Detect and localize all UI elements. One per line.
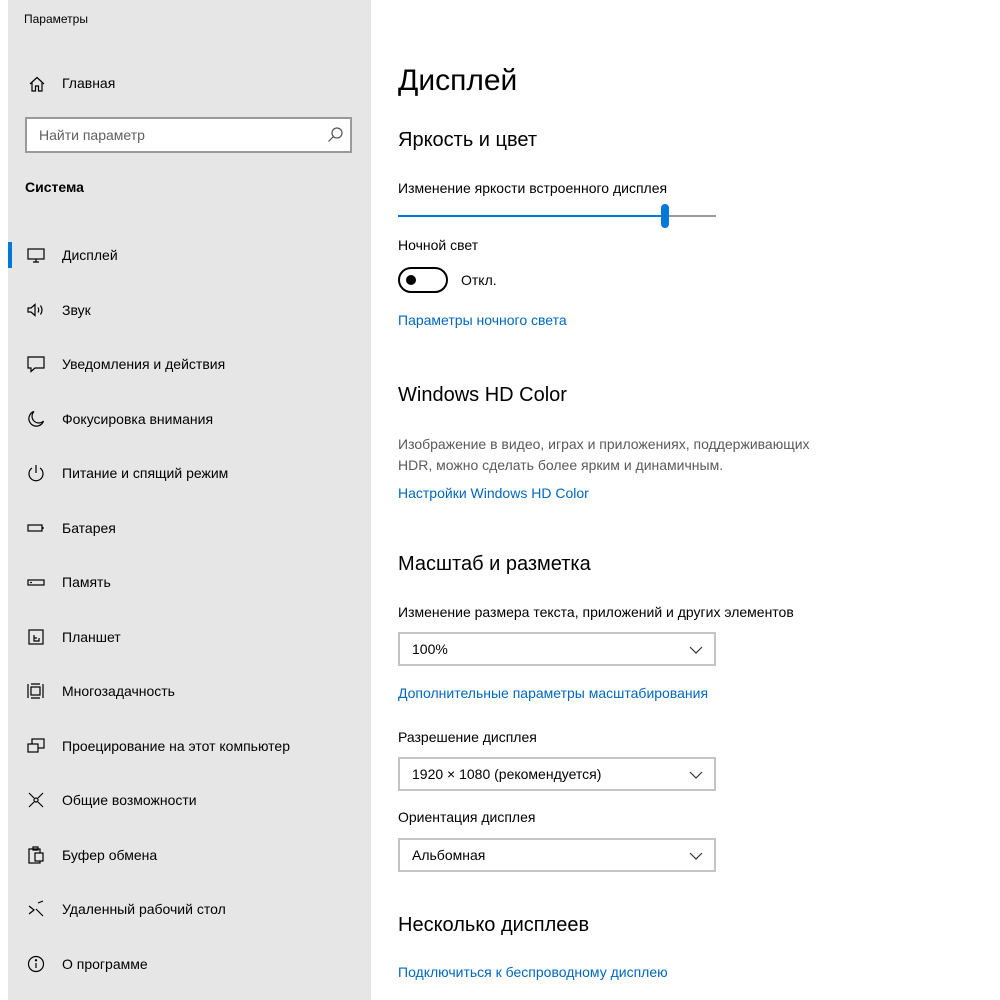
hd-color-heading: Windows HD Color (398, 384, 567, 406)
orientation-select[interactable] (398, 838, 716, 872)
projecting-icon (26, 736, 46, 756)
sidebar-item-sound[interactable] (8, 283, 371, 338)
section-label-system: Система (25, 179, 84, 195)
resolution-value: 1920 × 1080 (рекомендуется) (412, 766, 602, 782)
sidebar-item-label: Питание и спящий режим (62, 465, 229, 481)
sidebar-item-shared-experiences[interactable] (8, 773, 371, 828)
hd-color-description-line1: Изображение в видео, играх и приложениях, поддерживающих (398, 436, 810, 452)
speaker-icon (26, 300, 46, 320)
sidebar-item-label: Память (62, 574, 111, 590)
sidebar (8, 0, 371, 1000)
search-input[interactable] (27, 119, 317, 151)
sidebar-home-label: Главная (62, 75, 116, 91)
sidebar-item-about[interactable] (8, 937, 371, 992)
advanced-scaling-link[interactable]: Дополнительные параметры масштабирования (398, 685, 709, 701)
night-light-settings-link[interactable]: Параметры ночного света (398, 312, 567, 328)
sidebar-item-label: Планшет (62, 628, 121, 645)
chevron-down-icon (688, 848, 704, 864)
brightness-slider[interactable] (398, 203, 716, 229)
night-light-state: Откл. (461, 272, 497, 288)
hd-color-description-line2: HDR, можно сделать более ярким и динамичным. (398, 457, 724, 473)
storage-icon (26, 572, 46, 592)
sidebar-item-label: Проецирование на этот компьютер (62, 737, 290, 754)
multiple-displays-heading: Несколько дисплеев (398, 914, 590, 936)
sidebar-item-label: Дисплей (62, 247, 118, 263)
main-content (371, 0, 1000, 1000)
scale-size-select[interactable] (398, 632, 716, 666)
sidebar-item-tablet[interactable] (8, 610, 371, 665)
sidebar-item-label: Батарея (62, 519, 116, 536)
sidebar-item-clipboard[interactable] (8, 828, 371, 883)
hd-color-description (398, 434, 878, 476)
sidebar-item-focus-assist[interactable] (8, 392, 371, 447)
scale-heading: Масштаб и разметка (398, 553, 591, 575)
battery-icon (26, 518, 46, 538)
clipboard-icon (26, 845, 46, 865)
hd-color-settings-link[interactable]: Настройки Windows HD Color (398, 485, 589, 501)
brightness-slider-fill (398, 215, 665, 217)
sidebar-item-label: Общие возможности (62, 792, 197, 808)
sidebar-item-label: О программе (62, 955, 148, 972)
scale-size-value: 100% (412, 641, 448, 657)
chevron-down-icon (688, 642, 704, 658)
sidebar-nav (8, 228, 371, 991)
monitor-icon (26, 245, 46, 265)
brightness-slider-thumb[interactable] (661, 204, 669, 228)
sidebar-item-battery[interactable] (8, 501, 371, 556)
info-icon (26, 954, 46, 974)
app-title: Параметры (24, 12, 88, 26)
sidebar-item-multitasking[interactable] (8, 664, 371, 719)
brightness-slider-label: Изменение яркости встроенного дисплея (398, 180, 668, 196)
sidebar-item-label: Уведомления и действия (62, 356, 226, 372)
sidebar-home[interactable] (8, 64, 371, 104)
search-icon[interactable] (326, 126, 344, 144)
window-edge (0, 0, 8, 1000)
sidebar-item-notifications[interactable] (8, 337, 371, 392)
moon-icon (26, 409, 46, 429)
orientation-value: Альбомная (412, 847, 486, 863)
resolution-label: Разрешение дисплея (398, 729, 537, 745)
multitasking-icon (26, 681, 46, 701)
night-light-toggle[interactable] (398, 267, 448, 293)
home-icon (28, 75, 46, 93)
brightness-slider-track (665, 215, 716, 217)
toggle-knob (406, 275, 416, 285)
resolution-select[interactable] (398, 757, 716, 791)
sidebar-item-remote-desktop[interactable] (8, 882, 371, 937)
power-icon (26, 463, 46, 483)
sidebar-item-label: Удаленный рабочий стол (62, 901, 226, 917)
sidebar-item-display[interactable] (8, 228, 371, 283)
page-title: Дисплей (398, 64, 518, 97)
brightness-heading: Яркость и цвет (398, 129, 538, 151)
sidebar-item-label: Фокусировка внимания (62, 410, 214, 427)
sidebar-item-projecting[interactable] (8, 719, 371, 774)
sidebar-item-label: Звук (62, 301, 91, 318)
tablet-icon (26, 627, 46, 647)
sidebar-item-storage[interactable] (8, 555, 371, 610)
sidebar-item-power[interactable] (8, 446, 371, 501)
sidebar-item-label: Многозадачность (62, 683, 175, 699)
chevron-down-icon (688, 767, 704, 783)
notification-icon (26, 354, 46, 374)
wireless-display-link[interactable]: Подключиться к беспроводному дисплею (398, 964, 668, 980)
search-box[interactable] (25, 117, 352, 153)
orientation-label: Ориентация дисплея (398, 809, 536, 825)
sidebar-item-label: Буфер обмена (62, 846, 158, 863)
remote-desktop-icon (26, 899, 46, 919)
scale-size-label: Изменение размера текста, приложений и других элементов (398, 604, 794, 620)
shared-experiences-icon (26, 790, 46, 810)
night-light-label: Ночной свет (398, 237, 479, 253)
